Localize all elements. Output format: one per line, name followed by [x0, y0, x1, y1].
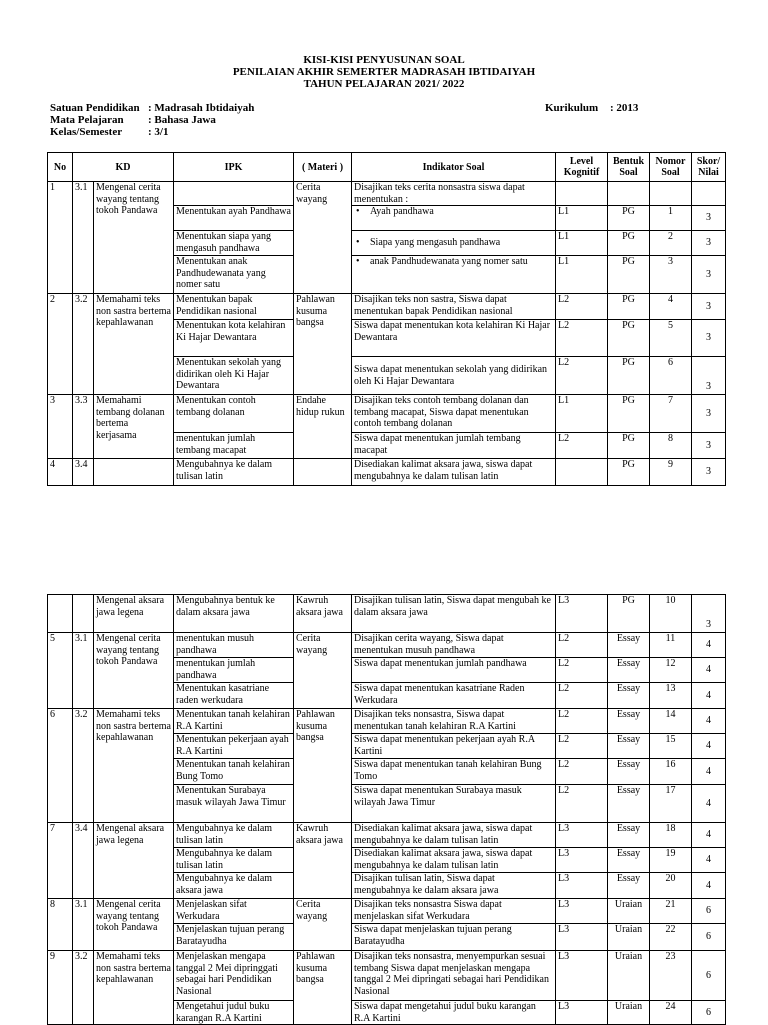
table-row — [48, 294, 726, 320]
kisi-table-page2 — [47, 594, 726, 1025]
row-no: 4 — [48, 459, 73, 486]
ipk: Menentukan pekerjaan ayah R.A Kartini — [174, 734, 294, 759]
level: L3 — [556, 595, 608, 633]
bentuk: PG — [608, 231, 650, 256]
bentuk: PG — [608, 595, 650, 633]
level: L3 — [556, 1001, 608, 1025]
indikator: anak Pandhudewanata yang nomer satu — [370, 256, 528, 267]
level: L2 — [556, 785, 608, 823]
ipk: menentukan jumlah pandhawa — [174, 658, 294, 683]
bentuk: Essay — [608, 709, 650, 734]
bentuk: Essay — [608, 785, 650, 823]
table-row — [48, 633, 726, 658]
col-ipk: IPK — [174, 153, 294, 182]
ipk: Mengubahnya bentuk ke dalam aksara jawa — [174, 595, 294, 633]
indikator: Disajikan teks nonsastra, Siswa dapat menentukan tanah kelahiran R.A Kartini — [352, 709, 556, 734]
col-skor: Skor/ Nilai — [692, 153, 726, 182]
table-row — [48, 395, 726, 433]
nomor: 15 — [650, 734, 692, 759]
nomor: 17 — [650, 785, 692, 823]
bentuk: Essay — [608, 658, 650, 683]
bentuk: PG — [608, 294, 650, 320]
indikator: Siswa dapat menentukan sekolah yang didirikan oleh Ki Hajar Dewantara — [352, 357, 556, 395]
materi: Pahlawan kusuma bangsa — [294, 709, 352, 823]
indikator: Disediakan kalimat aksara jawa, siswa dapat mengubahnya ke dalam tulisan latin — [352, 823, 556, 848]
skor: 4 — [692, 709, 726, 734]
bentuk: Uraian — [608, 951, 650, 1001]
ipk: Menjelaskan sifat Werkudara — [174, 899, 294, 924]
ipk: Menentukan kasatriane raden werkudara — [174, 683, 294, 709]
bentuk: PG — [608, 256, 650, 294]
materi: Pahlawan kusuma bangsa — [294, 951, 352, 1025]
col-level: Level Kognitif — [556, 153, 608, 182]
kd-text: Memahami tembang dolanan bertema kerjasama — [94, 395, 174, 459]
nomor: 8 — [650, 433, 692, 459]
kurikulum-value: : 2013 — [610, 102, 639, 114]
level: L3 — [556, 924, 608, 951]
nomor: 10 — [650, 595, 692, 633]
indikator: Disajikan cerita wayang, Siswa dapat menentukan musuh pandhawa — [352, 633, 556, 658]
nomor: 2 — [650, 231, 692, 256]
row-no: 1 — [48, 182, 73, 294]
bentuk: PG — [608, 433, 650, 459]
bullet-icon — [354, 206, 370, 217]
bentuk: Essay — [608, 823, 650, 848]
ipk: Mengubahnya ke dalam tulisan latin — [174, 459, 294, 486]
indikator: Disajikan tulisan latin, Siswa dapat mengubahnya ke dalam aksara jawa — [352, 873, 556, 899]
nomor: 7 — [650, 395, 692, 433]
skor: 3 — [692, 231, 726, 256]
ipk: Menjelaskan tujuan perang Baratayudha — [174, 924, 294, 951]
bentuk: Uraian — [608, 924, 650, 951]
ipk: menentukan jumlah tembang macapat — [174, 433, 294, 459]
indikator: Siswa dapat menentukan kasatriane Raden Werkudara — [352, 683, 556, 709]
skor: 4 — [692, 759, 726, 785]
level: L2 — [556, 734, 608, 759]
nomor: 9 — [650, 459, 692, 486]
kurikulum-label: Kurikulum — [545, 102, 599, 114]
skor: 4 — [692, 633, 726, 658]
materi: Kawruh aksara jawa — [294, 595, 352, 633]
ipk: Menentukan tanah kelahiran R.A Kartini — [174, 709, 294, 734]
bentuk: Essay — [608, 683, 650, 709]
col-indikator: Indikator Soal — [352, 153, 556, 182]
level: L2 — [556, 320, 608, 357]
skor: 4 — [692, 848, 726, 873]
kd-number: 3.1 — [73, 899, 94, 951]
ipk: Menentukan kota kelahiran Ki Hajar Dewantara — [174, 320, 294, 357]
bentuk: Uraian — [608, 1001, 650, 1025]
ipk: Menentukan Surabaya masuk wilayah Jawa Timur — [174, 785, 294, 823]
row-no: 2 — [48, 294, 73, 395]
kelas-label: Kelas/Semester — [50, 126, 123, 138]
level: L1 — [556, 256, 608, 294]
table-row — [48, 595, 726, 633]
skor: 3 — [692, 294, 726, 320]
ipk: Menentukan sekolah yang didirikan oleh Ki Hajar Dewantara — [174, 357, 294, 395]
bentuk: PG — [608, 395, 650, 433]
ipk: Menentukan anak Pandhudewanata yang nomer satu — [174, 256, 294, 294]
nomor: 19 — [650, 848, 692, 873]
indikator: Disajikan teks non sastra, Siswa dapat menentukan bapak Pendidikan nasional — [352, 294, 556, 320]
doc-title: KISI-KISI PENYUSUNAN SOAL — [303, 54, 465, 66]
row-no: 5 — [48, 633, 73, 709]
col-kd: KD — [73, 153, 174, 182]
kisi-table-page1 — [47, 152, 726, 486]
kd-number: 3.3 — [73, 395, 94, 459]
bentuk: PG — [608, 459, 650, 486]
indikator: Siswa dapat mengetahui judul buku karangan R.A Kartini — [352, 1001, 556, 1025]
level: L2 — [556, 294, 608, 320]
ipk: Menentukan ayah Pandhawa — [174, 206, 294, 231]
table-row — [48, 709, 726, 734]
bentuk: Essay — [608, 633, 650, 658]
indikator: Disajikan teks nonsastra, menyempurkan sesuai tembang Siswa dapat menjelaskan mengapa tanggal 2 Mei dipringati sebagai hari Pendidikan Nasional — [352, 951, 556, 1001]
table-row — [48, 899, 726, 924]
ipk: menentukan musuh pandhawa — [174, 633, 294, 658]
row-no: 8 — [48, 899, 73, 951]
indikator: Disajikan teks cerita nonsastra siswa dapat menentukan : — [352, 182, 556, 206]
col-materi: ( Materi ) — [294, 153, 352, 182]
level: L2 — [556, 658, 608, 683]
kelas-value: : 3/1 — [148, 126, 169, 138]
skor: 3 — [692, 256, 726, 294]
ipk: Menentukan siapa yang mengasuh pandhawa — [174, 231, 294, 256]
nomor: 24 — [650, 1001, 692, 1025]
bullet-icon — [354, 237, 370, 248]
skor: 6 — [692, 924, 726, 951]
level: L2 — [556, 357, 608, 395]
skor: 3 — [692, 595, 726, 633]
skor: 4 — [692, 823, 726, 848]
skor: 6 — [692, 951, 726, 1001]
indikator: Siswa dapat menentukan kota kelahiran Ki Hajar Dewantara — [352, 320, 556, 357]
materi: Endahe hidup rukun — [294, 395, 352, 459]
skor: 4 — [692, 785, 726, 823]
col-nomor: Nomor Soal — [650, 153, 692, 182]
ipk: Menentukan tanah kelahiran Bung Tomo — [174, 759, 294, 785]
skor: 4 — [692, 658, 726, 683]
table-header-row — [48, 153, 726, 182]
mapel-label: Mata Pelajaran — [50, 114, 124, 126]
indikator: Siswa dapat menentukan pekerjaan ayah R.A Kartini — [352, 734, 556, 759]
kd-text: Memahami teks non sastra bertema kepahlawanan — [94, 294, 174, 395]
skor: 3 — [692, 320, 726, 357]
ipk: Mengubahnya ke dalam aksara jawa — [174, 873, 294, 899]
bentuk: PG — [608, 320, 650, 357]
table-row — [48, 459, 726, 486]
level: L2 — [556, 709, 608, 734]
indikator: Siswa dapat menentukan jumlah pandhawa — [352, 658, 556, 683]
skor: 3 — [692, 459, 726, 486]
row-no: 3 — [48, 395, 73, 459]
mapel-value: : Bahasa Jawa — [148, 114, 216, 126]
indikator: Disediakan kalimat aksara jawa, siswa dapat mengubahnya ke dalam tulisan latin — [352, 459, 556, 486]
nomor: 13 — [650, 683, 692, 709]
level: L1 — [556, 231, 608, 256]
indikator: Ayah pandhawa — [370, 206, 434, 217]
nomor: 12 — [650, 658, 692, 683]
ipk: Mengetahui judul buku karangan R.A Kartini — [174, 1001, 294, 1025]
ipk: Menentukan contoh tembang dolanan — [174, 395, 294, 433]
skor: 6 — [692, 899, 726, 924]
nomor: 4 — [650, 294, 692, 320]
nomor: 6 — [650, 357, 692, 395]
indikator: Siswa dapat menentukan Surabaya masuk wilayah Jawa Timur — [352, 785, 556, 823]
skor: 4 — [692, 734, 726, 759]
level: L2 — [556, 633, 608, 658]
ipk: Mengubahnya ke dalam tulisan latin — [174, 823, 294, 848]
level: L3 — [556, 848, 608, 873]
indikator: Siapa yang mengasuh pandhawa — [370, 237, 501, 249]
nomor: 21 — [650, 899, 692, 924]
table-row — [48, 823, 726, 848]
nomor: 14 — [650, 709, 692, 734]
bentuk: PG — [608, 357, 650, 395]
col-no: No — [48, 153, 73, 182]
level: L1 — [556, 206, 608, 231]
kd-text: Mengenal cerita wayang tentang tokoh Pandawa — [94, 899, 174, 951]
kd-number: 3.2 — [73, 294, 94, 395]
kd-number: 3.4 — [73, 823, 94, 899]
level: L3 — [556, 873, 608, 899]
skor: 3 — [692, 206, 726, 231]
level: L1 — [556, 395, 608, 433]
indikator: Disajikan teks nonsastra Siswa dapat menjelaskan sifat Werkudara — [352, 899, 556, 924]
ipk: Menentukan bapak Pendidikan nasional — [174, 294, 294, 320]
materi: Cerita wayang — [294, 633, 352, 709]
skor: 3 — [692, 357, 726, 395]
skor: 6 — [692, 1001, 726, 1025]
satuan-value: : Madrasah Ibtidaiyah — [148, 102, 255, 114]
nomor: 18 — [650, 823, 692, 848]
bentuk: Essay — [608, 873, 650, 899]
doc-year: TAHUN PELAJARAN 2021/ 2022 — [303, 78, 465, 90]
indikator: Siswa dapat menentukan jumlah tembang macapat — [352, 433, 556, 459]
row-no: 7 — [48, 823, 73, 899]
level: L3 — [556, 899, 608, 924]
skor: 3 — [692, 433, 726, 459]
kd-number: 3.2 — [73, 709, 94, 823]
materi: Pahlawan kusuma bangsa — [294, 294, 352, 395]
bentuk: Essay — [608, 734, 650, 759]
nomor: 16 — [650, 759, 692, 785]
nomor: 23 — [650, 951, 692, 1001]
doc-subtitle: PENILAIAN AKHIR SEMERTER MADRASAH IBTIDAIYAH — [232, 66, 536, 78]
materi: Kawruh aksara jawa — [294, 823, 352, 899]
kd-text: Memahami teks non sastra bertema kepahlawanan — [94, 951, 174, 1025]
kd-text: Mengenal cerita wayang tentang tokoh Pandawa — [94, 633, 174, 709]
kd-number: 3.2 — [73, 951, 94, 1025]
satuan-label: Satuan Pendidikan — [50, 102, 140, 114]
nomor: 3 — [650, 256, 692, 294]
indikator: Disajikan tulisan latin, Siswa dapat mengubah ke dalam aksara jawa — [352, 595, 556, 633]
ipk: Mengubahnya ke dalam tulisan latin — [174, 848, 294, 873]
bentuk: Essay — [608, 848, 650, 873]
kd-text: Memahami teks non sastra bertema kepahlawanan — [94, 709, 174, 823]
bentuk: Essay — [608, 759, 650, 785]
kd-number: 3.1 — [73, 182, 94, 294]
skor: 3 — [692, 395, 726, 433]
kd-text: Mengenal aksara jawa legena — [94, 595, 174, 633]
level: L3 — [556, 951, 608, 1001]
nomor: 1 — [650, 206, 692, 231]
table-row — [48, 951, 726, 1001]
level: L3 — [556, 823, 608, 848]
row-no: 9 — [48, 951, 73, 1025]
kd-number: 3.1 — [73, 633, 94, 709]
skor: 4 — [692, 683, 726, 709]
kd-text: Mengenal aksara jawa legena — [94, 823, 174, 899]
nomor: 22 — [650, 924, 692, 951]
kd-text: Mengenal cerita wayang tentang tokoh Pandawa — [94, 182, 174, 294]
materi: Cerita wayang — [294, 182, 352, 294]
bentuk: Uraian — [608, 899, 650, 924]
level: L2 — [556, 433, 608, 459]
indikator: Disajikan teks contoh tembang dolanan dan tembang macapat, Siswa dapat menentukan contoh tembang dolanan — [352, 395, 556, 433]
indikator: Siswa dapat menjelaskan tujuan perang Baratayudha — [352, 924, 556, 951]
kd-number: 3.4 — [73, 459, 94, 486]
nomor: 11 — [650, 633, 692, 658]
skor: 4 — [692, 873, 726, 899]
indikator: Siswa dapat menentukan tanah kelahiran Bung Tomo — [352, 759, 556, 785]
nomor: 5 — [650, 320, 692, 357]
bentuk: PG — [608, 206, 650, 231]
materi: Cerita wayang — [294, 899, 352, 951]
ipk: Menjelaskan mengapa tanggal 2 Mei dipringgati sebagai hari Pendidikan Nasional — [174, 951, 294, 1001]
bullet-icon — [354, 256, 370, 267]
row-no: 6 — [48, 709, 73, 823]
nomor: 20 — [650, 873, 692, 899]
indikator: Disediakan kalimat aksara jawa, siswa dapat mengubahnya ke dalam tulisan latin — [352, 848, 556, 873]
col-bentuk: Bentuk Soal — [608, 153, 650, 182]
table-row — [48, 182, 726, 206]
level: L2 — [556, 759, 608, 785]
level: L2 — [556, 683, 608, 709]
